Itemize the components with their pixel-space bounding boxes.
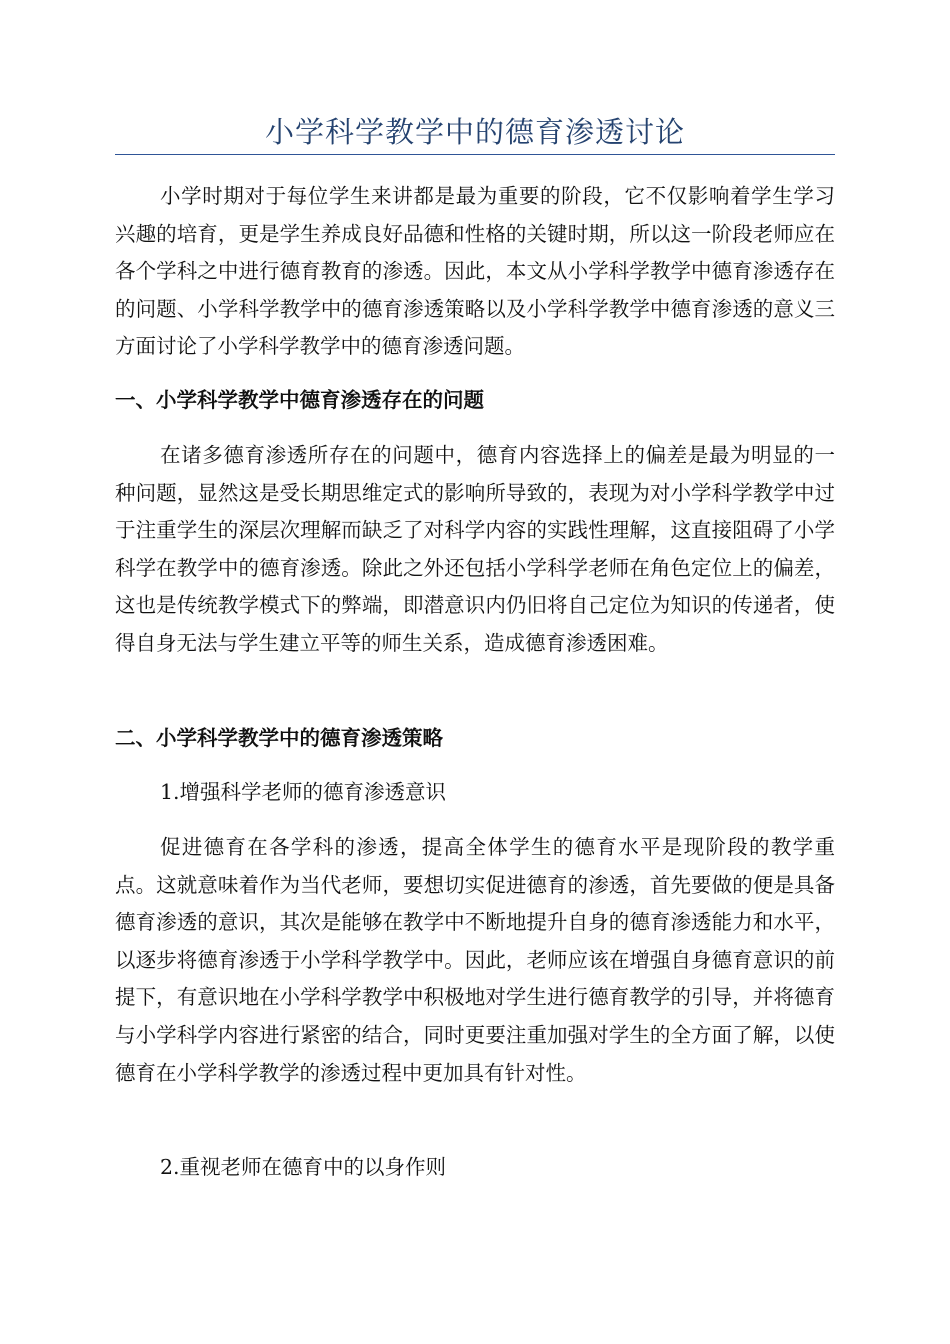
- subsection-2-heading: 2.重视老师在德育中的以身作则: [160, 1155, 447, 1179]
- subsection-1-heading: 1.增强科学老师的德育渗透意识: [160, 780, 447, 804]
- title-underline: [115, 154, 835, 155]
- section-1-heading: 一、小学科学教学中德育渗透存在的问题: [115, 388, 484, 412]
- intro-paragraph: 小学时期对于每位学生来讲都是最为重要的阶段，它不仅影响着学生学习兴趣的培育，更是学生养成良好品德和性格的关键时期，所以这一阶段老师应在各个学科之中进行德育教育的渗透。因此，本文从小学科学教学中德育渗透存在的问题、小学科学教学中的德育渗透策略以及小学科学教学中德育渗透的意义三方面讨论了小学科学教学中的德育渗透问题。: [115, 184, 835, 359]
- section-1-paragraph: 在诸多德育渗透所存在的问题中，德育内容选择上的偏差是最为明显的一种问题，显然这是受长期思维定式的影响所导致的，表现为对小学科学教学中过于注重学生的深层次理解而缺乏了对科学内容的实践性理解，这直接阻碍了小学科学在教学中的德育渗透。除此之外还包括小学科学老师在角色定位上的偏差，这也是传统教学模式下的弊端，即潜意识内仍旧将自己定位为知识的传递者，使得自身无法与学生建立平等的师生关系，造成德育渗透困难。: [115, 443, 835, 655]
- subsection-1-paragraph: 促进德育在各学科的渗透，提高全体学生的德育水平是现阶段的教学重点。这就意味着作为当代老师，要想切实促进德育的渗透，首先要做的便是具备德育渗透的意识，其次是能够在教学中不断地提升自身的德育渗透能力和水平，以逐步将德育渗透于小学科学教学中。因此，老师应该在增强自身德育意识的前提下，有意识地在小学科学教学中积极地对学生进行德育教学的引导，并将德育与小学科学内容进行紧密的结合，同时更要注重加强对学生的全方面了解，以使德育在小学科学教学的渗透过程中更加具有针对性。: [115, 835, 835, 1085]
- document-title: 小学科学教学中的德育渗透讨论: [264, 115, 685, 149]
- section-2-heading: 二、小学科学教学中的德育渗透策略: [115, 726, 443, 750]
